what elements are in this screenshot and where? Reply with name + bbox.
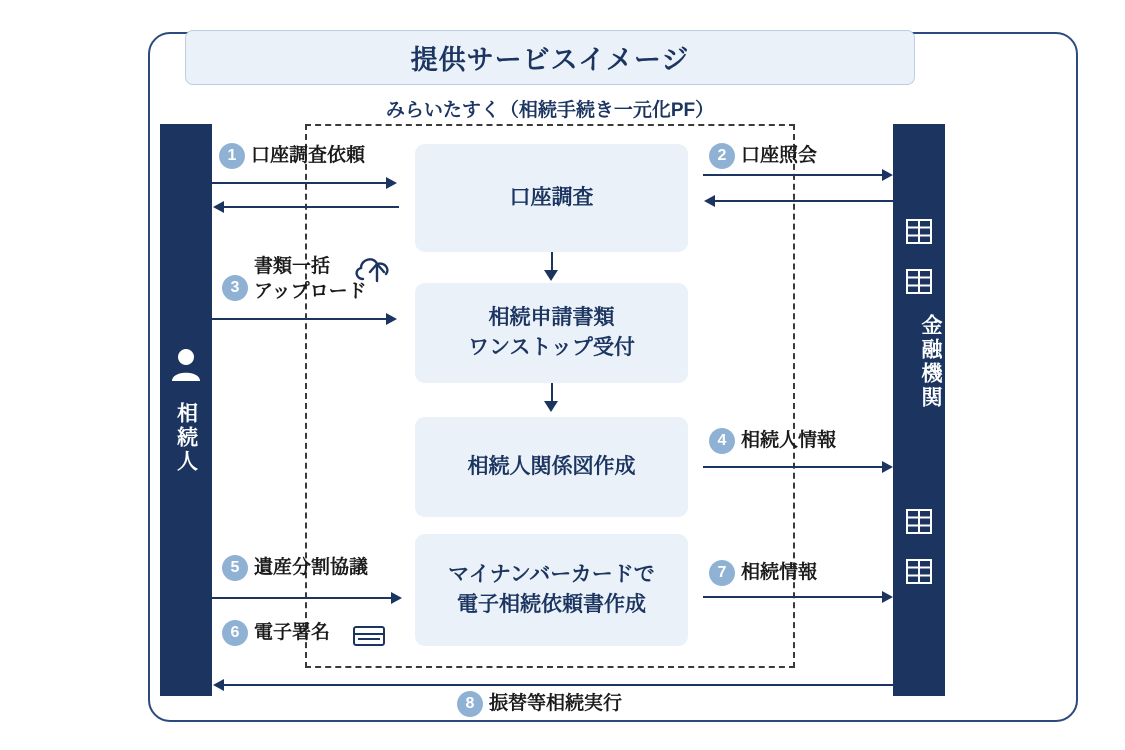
person-icon (169, 347, 203, 388)
step-2-arrow-line (703, 174, 883, 176)
process-box-inheritance-docs-line-1: 相続申請書類 (488, 305, 615, 329)
step-label-1: 口座調査依頼 (251, 145, 366, 166)
process-box-account-survey-line-1: 口座調査 (509, 185, 594, 209)
step-8-arrow-head (213, 679, 224, 691)
step-label-7: 相続情報 (741, 562, 818, 583)
process-box-inheritance-docs-line-2: ワンストップ受付 (468, 336, 635, 359)
flow-arrow-survey-to-docs (544, 270, 558, 281)
step-badge-6: 6 (222, 620, 248, 646)
step-label-8: 振替等相続実行 (489, 693, 623, 714)
step-badge-5: 5 (222, 555, 248, 581)
step-1-arrow-line (212, 182, 387, 184)
bank-building-icon (904, 216, 934, 246)
step-label-6: 電子署名 (254, 622, 331, 643)
step-5-arrow-line (212, 597, 392, 599)
process-box-mynumber-request-line-1: マイナンバーカードで (448, 562, 655, 586)
process-box-mynumber-request-line-2: 電子相続依頼書作成 (457, 593, 646, 616)
step-1-arrow-head (386, 177, 397, 189)
id-card-icon (352, 624, 386, 653)
process-box-mynumber-request (415, 534, 688, 646)
step-2-return-line (715, 200, 893, 202)
process-box-relationship-chart (415, 417, 688, 517)
process-box-inheritance-docs (415, 283, 688, 383)
step-label-4: 相続人情報 (741, 430, 837, 451)
step-4-arrow-line (703, 466, 883, 468)
process-box-account-survey (415, 144, 688, 252)
platform-label: みらいたすく（相続手続き一元化PF） (385, 100, 715, 121)
bank-building-icon (904, 266, 934, 296)
step-label-2: 口座照会 (741, 145, 818, 166)
step-7-arrow-line (703, 596, 883, 598)
step-label-5: 遺産分割協議 (254, 557, 369, 578)
actor-financial-institution (893, 124, 945, 696)
diagram-title-banner (185, 30, 915, 85)
bank-building-icon (904, 506, 934, 536)
process-box-relationship-chart-line-1: 相続人関係図作成 (467, 454, 636, 478)
step-badge-2: 2 (709, 143, 735, 169)
step-8-arrow-line (224, 684, 893, 686)
step-3-arrow-line (212, 318, 387, 320)
step-5-arrow-head (391, 592, 402, 604)
step-badge-4: 4 (709, 428, 735, 454)
step-badge-1: 1 (219, 143, 245, 169)
bank-building-icon (904, 556, 934, 586)
step-label-3 (254, 255, 367, 304)
actor-financial-institution-label: 金融機関 (919, 314, 942, 410)
step-label-3-line-1: 書類一括 (254, 256, 331, 277)
cloud-upload-icon (352, 252, 396, 293)
flow-line-survey-to-docs (551, 252, 553, 272)
step-1-return-arrow-head (213, 201, 224, 213)
step-badge-3: 3 (222, 275, 248, 301)
step-badge-7: 7 (709, 560, 735, 586)
step-badge-8: 8 (457, 691, 483, 717)
step-2-arrow-head (882, 169, 893, 181)
flow-line-docs-to-chart (551, 383, 553, 403)
step-3-arrow-head (386, 313, 397, 325)
page-title: 提供サービスイメージ (410, 45, 690, 75)
flow-arrow-docs-to-chart (544, 401, 558, 412)
actor-inheritor-label: 相続人 (174, 401, 198, 474)
actor-inheritor (160, 124, 212, 696)
step-1-return-line (224, 206, 399, 208)
step-2-return-arrow-head (704, 195, 715, 207)
step-7-arrow-head (882, 591, 893, 603)
step-4-arrow-head (882, 461, 893, 473)
step-label-3-line-2: アップロード (254, 280, 367, 302)
